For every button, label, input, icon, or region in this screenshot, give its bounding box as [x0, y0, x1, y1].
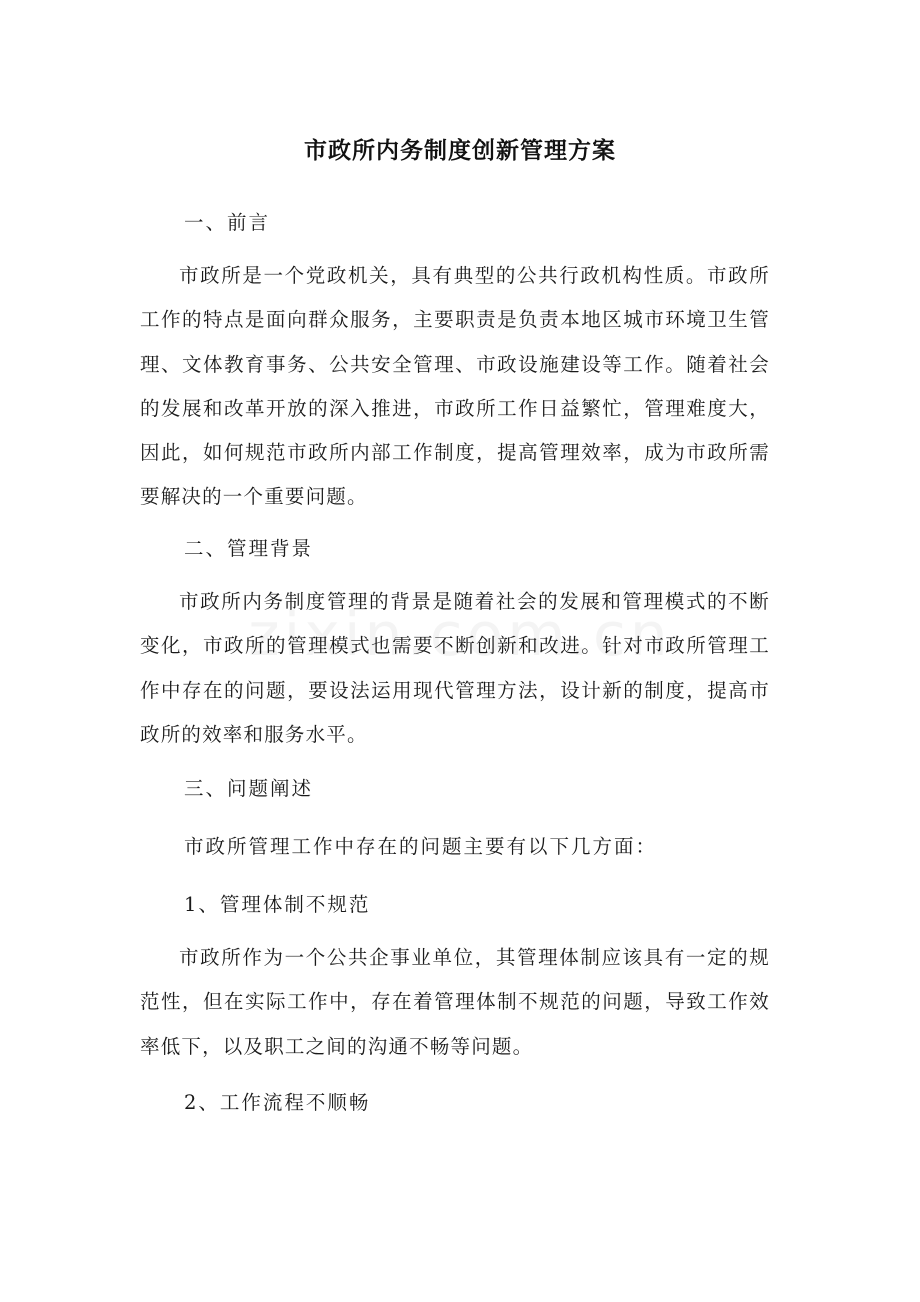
section-heading-background: 二、管理背景: [184, 537, 314, 560]
document-title: 市政所内务制度创新管理方案: [304, 138, 616, 164]
paragraph-preface: 市政所是一个党政机关，具有典型的公共行政机构性质。市政所工作的特点是面向群众服务，主要职责是负责本地区城市环境卫生管理、文体教育事务、公共安全管理、市政设施建设等工作。随着社会的发展和改革开放的深入推进，市政所工作日益繁忙，管理难度大，因此，如何规范市政所内部工作制度，提高管理效率，成为市政所需要解决的一个重要问题。: [140, 264, 770, 509]
paragraph-management-system: 市政所作为一个公共企事业单位，其管理体制应该具有一定的规范性，但在实际工作中，存在着管理体制不规范的问题，导致工作效率低下，以及职工之间的沟通不畅等问题。: [140, 946, 770, 1058]
section-heading-preface: 一、前言: [184, 211, 271, 234]
problems-intro-text: 市政所管理工作中存在的问题主要有以下几方面：: [184, 835, 658, 858]
paragraph-background: 市政所内务制度管理的背景是随着社会的发展和管理模式的不断变化，市政所的管理模式也需要不断创新和改进。针对市政所管理工作中存在的问题，要设法运用现代管理方法，设计新的制度，提高市政所的效率和服务水平。: [140, 590, 770, 746]
section-heading-problems: 三、问题阐述: [184, 777, 314, 800]
subheading-management-system: 1、管理体制不规范: [184, 893, 371, 916]
subheading-workflow: 2、工作流程不顺畅: [184, 1091, 371, 1114]
